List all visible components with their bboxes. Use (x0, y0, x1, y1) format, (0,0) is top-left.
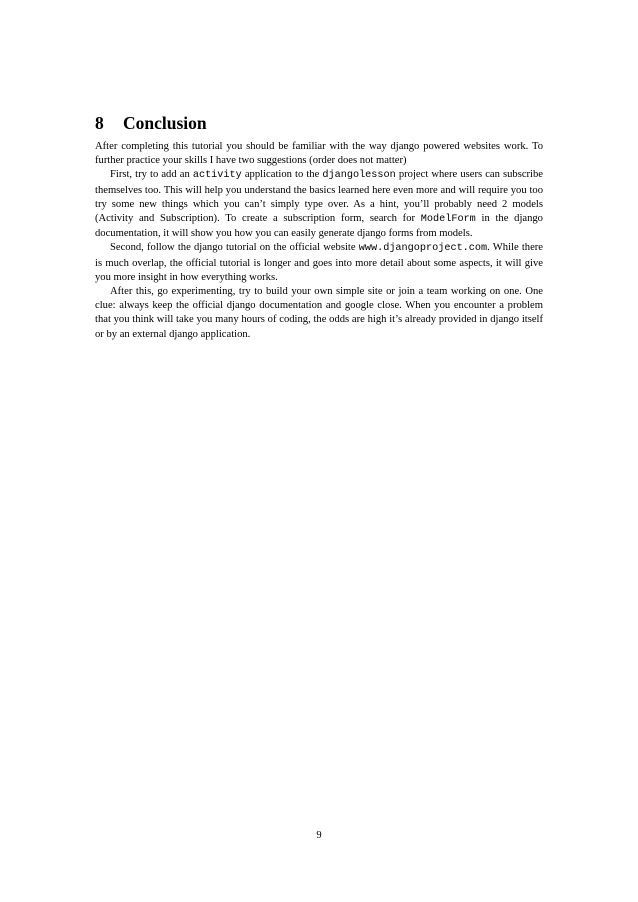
paragraph-text: project where users can subscribe themselves too. This will help you understand the basics learned here even more and will require you too try some new things which you can’t simply type over. As a hint, you’ll probably need 2 models (Activity and Subscription). To create a subscription form, search for (95, 169, 543, 225)
paragraph-text: in the django documentation, it will show you how you can easily generate django forms from models. (95, 213, 543, 240)
paragraph-second-suggestion (95, 241, 543, 285)
inline-code-website-url: www.djangoproject.com (358, 243, 488, 255)
section-number: 8 (95, 113, 104, 133)
paragraph-text: First, try to add an (110, 169, 193, 181)
paragraph-intro: After completing this tutorial you should be familiar with the way django powered websites work. To further practice your skills I have two suggestions (order does not matter) (95, 141, 543, 167)
section-body (95, 140, 543, 342)
section-title: Conclusion (123, 113, 207, 133)
paragraph-first-suggestion (95, 168, 543, 241)
inline-code-modelform: ModelForm (420, 214, 476, 226)
section-heading (95, 112, 207, 134)
paragraph-text: . While there is much overlap, the official tutorial is longer and goes into more detail about some aspects, it will give you more insight in how everything works. (95, 242, 544, 283)
inline-code-djangolesson: djangolesson (322, 170, 396, 182)
inline-code-activity: activity (192, 170, 242, 182)
paragraph-closing: After this, go experimenting, try to build your own simple site or join a team working on one. One clue: always keep the official django documentation and google close. When you encounter a problem that you think will take you many hours of coding, the odds are high it’s already provided in django itself or by an external django application. (95, 286, 543, 340)
page-number: 9 (316, 830, 322, 841)
paragraph-text: Second, follow the django tutorial on the official website (110, 242, 359, 254)
paragraph-text: application to the (241, 169, 323, 181)
